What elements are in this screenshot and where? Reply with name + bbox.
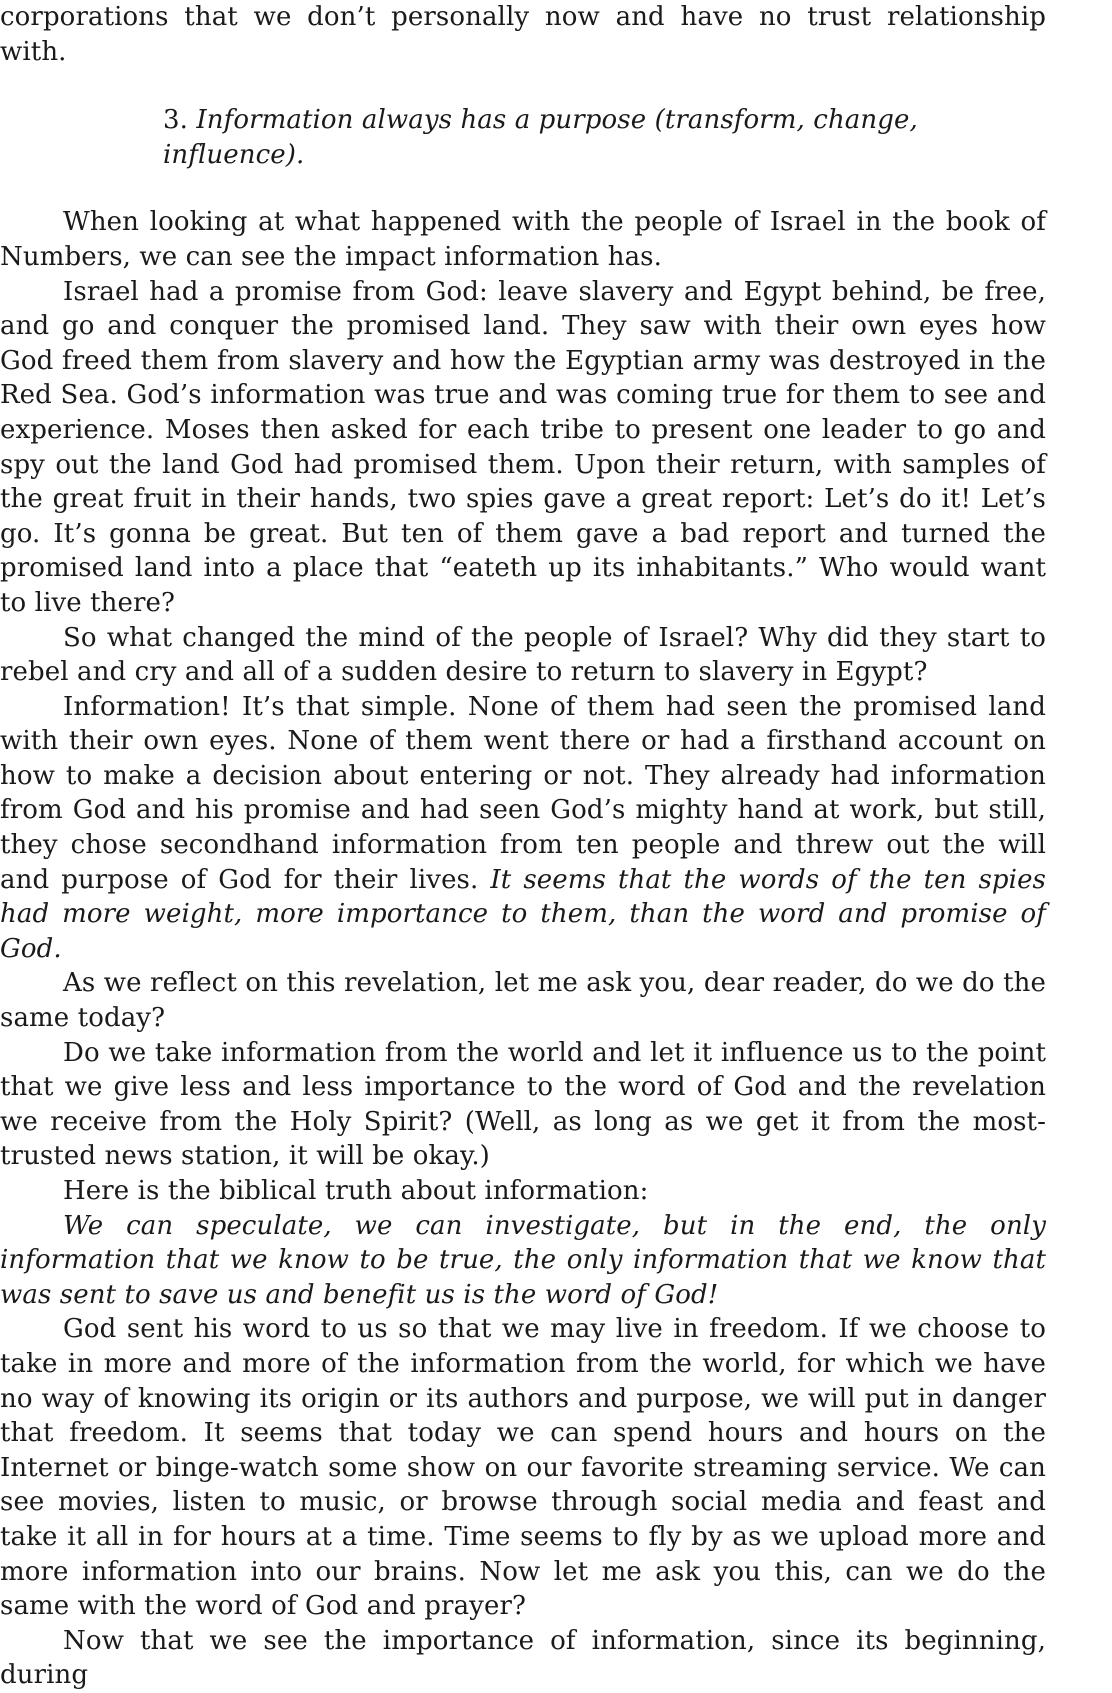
paragraph-reflect: As we reflect on this revelation, let me ask you, dear reader, do we do the same today? — [0, 968, 1046, 1034]
information-plain-text: Information! It’s that simple. None of them had seen the promised land with their own eyes. None of them went there or had a firsthand account on how to make a decision about entering or not. They already had information from God and his promise and had seen God’s mighty hand at work, but still, they chose secondhand information from ten people and threw out the will and purpose of God for their lives. — [0, 691, 1046, 895]
paragraph-world-information: Do we take information from the world and let it influence us to the point that we give less and less importance to the word of God and the revelation we receive from the Holy Spirit? (Well, as long as we get it from the most-trusted news station, it will be okay.) — [0, 1037, 1046, 1172]
paragraph-biblical-truth-intro: Here is the biblical truth about information: — [63, 1176, 649, 1206]
list-number: 3. — [163, 105, 189, 136]
list-item-text: Information always has a purpose (transform, change, influence). — [163, 105, 918, 170]
paragraph-israel-promise: Israel had a promise from God: leave slavery and Egypt behind, be free, and go and conquer the promised land. They saw with their own eyes how God freed them from slavery and how the Egyptian army was destroyed in the Red Sea. God’s information was true and was coming true for them to see and experience. Moses then asked for each tribe to present one leader to go and spy out the land God had promised them. Upon their return, with samples of the great fruit in their hands, two spies gave a great report: Let’s do it! Let’s go. It’s gonna be great. But ten of them gave a bad report and turned the promised land into a place that “eateth up its inhabitants.” Who would want to live there? — [0, 276, 1046, 618]
paragraph-freedom: God sent his word to us so that we may live in freedom. If we choose to take in more and more of the information from the world, for which we have no way of knowing its origin or its authors and purpose, we will put in danger that freedom. It seems that today we can spend hours and hours on the Internet or binge-watch some show on our favorite streaming service. We can see movies, listen to music, or browse through social media and feast and take it all in for hours at a time. Time seems to fly by as we upload more and more information into our brains. Now let me ask you this, can we do the same with the word of God and prayer? — [0, 1314, 1046, 1622]
numbered-list-item — [0, 103, 1046, 172]
paragraph-biblical-truth: We can speculate, we can investigate, but in the end, the only information that we know to be true, the only information that we know that was sent to save us and benefit us is the word of God! — [0, 1210, 1046, 1310]
information-italic-text: It seems that the words of the ten spies had more weight, more importance to them, than the word and promise of God. — [0, 864, 1047, 964]
paragraph-what-changed: So what changed the mind of the people of Israel? Why did they start to rebel and cry and all of a sudden desire to return to slavery in Egypt? — [0, 622, 1046, 688]
paragraph-importance: Now that we see the importance of information, since its beginning, during — [0, 1625, 1046, 1691]
continued-quote: corporations that we don’t personally now and have no trust relationship with. — [0, 2, 1046, 67]
paragraph-numbers-intro: When looking at what happened with the people of Israel in the book of Numbers, we can see the impact information has. — [0, 207, 1046, 272]
paragraph-information — [0, 690, 1046, 967]
